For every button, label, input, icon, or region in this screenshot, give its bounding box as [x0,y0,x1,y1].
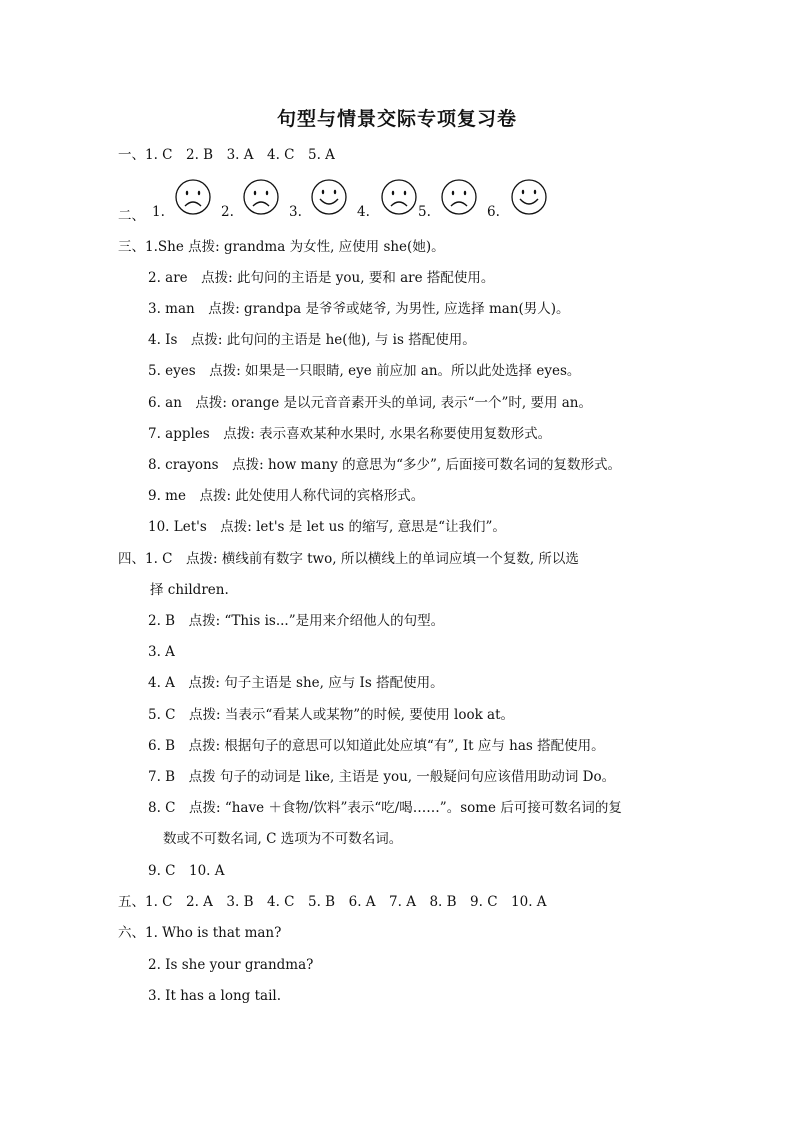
section-6-label: 六、 [118,925,145,941]
section-1 [118,146,335,164]
answer-line: 3. man 点拨: grandpa 是爷爷或姥爷, 为男性, 应选择 man(男人)。 [148,301,570,317]
sad-face-icon [174,178,212,216]
face-number-3: 3. [289,204,302,220]
face-number-6: 6. [487,204,500,220]
section-5-label: 五、 [118,894,145,910]
answer-line: 8. crayons 点拨: how many 的意思为“多少”, 后面接可数名词的复数形式。 [148,457,621,473]
section-3-label: 三、 [118,239,145,255]
sad-face-icon [440,178,478,216]
face-number-4: 4. [357,204,370,220]
answer-line: 5. C 点拨: 当表示“看某人或某物”的时候, 要使用 look at。 [148,707,515,723]
answer-line: 6. B 点拨: 根据句子的意思可以知道此处应填“有”, It 应与 has 搭配使用。 [148,738,605,754]
section-5 [118,893,547,911]
answer-line: 3. A [148,644,175,660]
happy-face-icon [510,178,548,216]
happy-face-icon [310,178,348,216]
section-1-label: 一、 [118,147,145,163]
section-6-first-line [118,924,281,942]
answer-line: 6. an 点拨: orange 是以元音音素开头的单词, 表示“一个”时, 要用 an。 [148,395,593,411]
section-2-label: 二、 [118,208,145,224]
answer-line: 4. Is 点拨: 此句问的主语是 he(他), 与 is 搭配使用。 [148,332,476,348]
sad-face-icon [380,178,418,216]
section-5-answers: 1. C 2. A 3. B 4. C 5. B 6. A 7. A 8. B 9. C 10. A [145,894,547,910]
answer-line: 1.She 点拨: grandma 为女性, 应使用 she(她)。 [145,239,445,255]
section-4-first-line [118,550,579,568]
answer-line: 8. C 点拨: “have ＋食物/饮料”表示“吃/喝……”。some 后可接可数名词的复 [148,800,622,816]
answer-line: 2. B 点拨: “This is...”是用来介绍他人的句型。 [148,613,445,629]
section-3-first-line [118,238,445,256]
page-title: 句型与情景交际专项复习卷 [276,108,517,130]
answer-line: 2. are 点拨: 此句问的主语是 you, 要和 are 搭配使用。 [148,270,495,286]
face-number-5: 5. [418,204,431,220]
section-2 [118,178,558,224]
section-4-label: 四、 [118,551,145,567]
answer-line: 7. B 点拨 句子的动词是 like, 主语是 you, 一般疑问句应该借用助动词 Do。 [148,769,616,785]
answer-line: 10. Let's 点拨: let's 是 let us 的缩写, 意思是“让我们”。 [148,519,506,535]
answer-line: 5. eyes 点拨: 如果是一只眼睛, eye 前应加 an。所以此处选择 eyes。 [148,363,581,379]
answer-line: 1. Who is that man? [145,925,282,941]
face-number-1: 1. [152,204,165,220]
answer-line: 9. me 点拨: 此处使用人称代词的宾格形式。 [148,488,425,504]
answer-line: 2. Is she your grandma? [148,957,314,973]
answer-line-continued: 数或不可数名词, C 选项为不可数名词。 [163,831,403,847]
section-1-answers: 1. C 2. B 3. A 4. C 5. A [145,147,335,163]
answer-line: 4. A 点拨: 句子主语是 she, 应与 Is 搭配使用。 [148,675,444,691]
answer-line: 1. C 点拨: 横线前有数字 two, 所以横线上的单词应填一个复数, 所以选 [145,551,579,567]
sad-face-icon [242,178,280,216]
answer-line: 3. It has a long tail. [148,988,281,1004]
face-number-2: 2. [221,204,234,220]
answer-line: 7. apples 点拨: 表示喜欢某种水果时, 水果名称要使用复数形式。 [148,426,552,442]
answer-line-continued: 择 children. [150,582,229,598]
answer-line: 9. C 10. A [148,863,225,879]
